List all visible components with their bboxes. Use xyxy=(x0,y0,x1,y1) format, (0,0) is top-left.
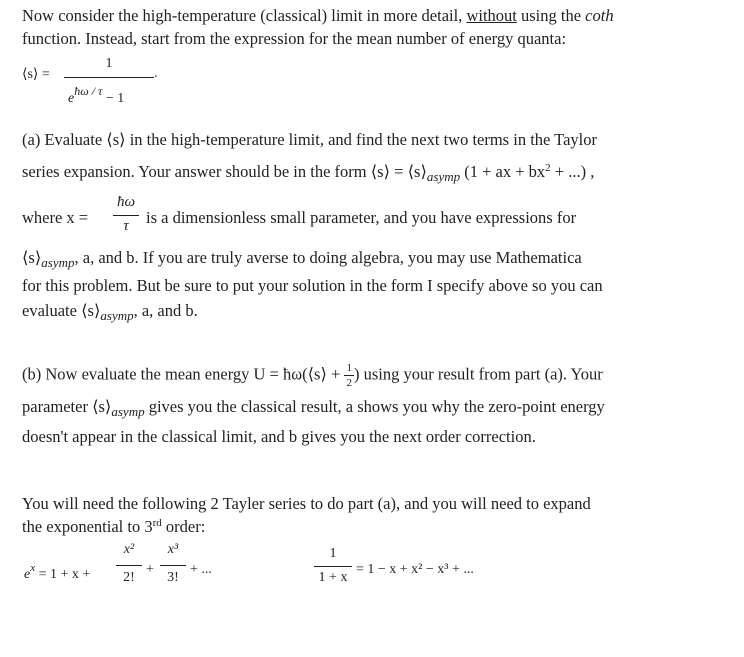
text: (1 + ax + bx xyxy=(460,162,546,181)
underlined-word: without xyxy=(466,6,517,25)
intro-line-2: function. Instead, start from the expression for the mean number of energy quanta: xyxy=(22,29,567,48)
text: evaluate ⟨s⟩ xyxy=(22,301,101,320)
text: ⟨s⟩ xyxy=(22,248,42,267)
superscript: rd xyxy=(152,517,162,529)
intro-line-1 xyxy=(22,6,614,26)
text: parameter ⟨s⟩ xyxy=(22,397,112,416)
x2-fraction-bar xyxy=(116,565,142,566)
x-denominator: τ xyxy=(123,218,129,234)
exp-series-end: + ... xyxy=(190,562,212,577)
exp-sup: x xyxy=(30,562,36,574)
subscript: asymp xyxy=(111,404,145,419)
geo-fraction-bar xyxy=(314,566,352,567)
half-numerator: 1 xyxy=(346,362,352,374)
text: gives you the classical result, a shows you why the zero-point energy xyxy=(144,397,605,416)
text: series expansion. Your answer should be in the form ⟨s⟩ = ⟨s⟩ xyxy=(22,162,427,181)
x3-fraction-bar xyxy=(160,565,186,566)
x2-numerator: x² xyxy=(123,542,135,557)
fraction-bar xyxy=(64,77,154,78)
x2-denominator: 2! xyxy=(123,570,135,585)
part-a-line-1: (a) Evaluate ⟨s⟩ in the high-temperature limit, and find the next two terms in the Taylor xyxy=(22,130,598,149)
text: order: xyxy=(161,517,206,536)
part-a-line-6 xyxy=(22,301,198,324)
part-a-line-2 xyxy=(22,162,594,185)
coth-word: coth xyxy=(585,6,614,25)
text: + ...) , xyxy=(550,162,595,181)
plus-sign: + xyxy=(146,562,154,577)
part-a-line-5: for this problem. But be sure to put your solution in the form I specify above so you can xyxy=(22,276,603,295)
exp-base: e xyxy=(68,91,75,106)
x3-denominator: 3! xyxy=(167,570,179,585)
text: the exponential to 3 xyxy=(22,517,153,536)
subscript: asymp xyxy=(41,255,75,270)
text: = 1 + x + xyxy=(35,567,91,582)
half-fraction xyxy=(344,362,354,389)
superscript: 2 xyxy=(545,162,551,174)
taylor-line-2 xyxy=(22,517,205,537)
x3-numerator: x³ xyxy=(167,542,179,557)
text: (b) Now evaluate the mean energy U = ħω(⟨s⟩ + xyxy=(22,364,345,384)
geo-numerator: 1 xyxy=(329,546,337,561)
half-denominator: 2 xyxy=(346,377,352,389)
part-a-line-3 xyxy=(22,208,88,228)
intro-text: using the xyxy=(516,6,586,25)
intro-text: Now consider the high-temperature (classical) limit in more detail, xyxy=(22,6,467,25)
geo-series-rhs: = 1 − x + x² − x³ + ... xyxy=(356,562,474,577)
taylor-line-1: You will need the following 2 Tayler series to do part (a), and you will need to expand xyxy=(22,494,591,513)
part-b-line-3: doesn't appear in the classical limit, and b gives you the next order correction. xyxy=(22,427,536,446)
text: ) using your result from part (a). Your xyxy=(353,364,603,384)
mean-quanta-numerator: 1 xyxy=(105,56,113,71)
eq-end: . xyxy=(154,66,158,81)
part-b-line-2 xyxy=(22,397,605,420)
x-fraction-bar xyxy=(113,215,139,216)
mean-quanta-lhs: ⟨s⟩ = xyxy=(22,67,50,82)
subscript: asymp xyxy=(100,308,134,323)
mean-quanta-denominator xyxy=(68,84,124,107)
part-b-line-1 xyxy=(22,362,603,389)
text: where x = xyxy=(22,208,89,227)
denominator-rest: − 1 xyxy=(102,91,125,106)
part-a-line-4 xyxy=(22,248,582,271)
part-a-line-3-rest: is a dimensionless small parameter, and you have expressions for xyxy=(146,208,577,227)
geo-denominator: 1 + x xyxy=(318,570,348,585)
text: , a, and b. If you are truly averse to doing algebra, you may use Mathematica xyxy=(74,248,582,267)
x-numerator: ħω xyxy=(116,194,136,210)
subscript: asymp xyxy=(426,169,461,184)
exp-series-lhs xyxy=(24,562,90,583)
e-symbol: e xyxy=(24,567,31,582)
text: , a, and b. xyxy=(133,301,198,320)
exp-power: ħω / τ xyxy=(74,84,103,98)
